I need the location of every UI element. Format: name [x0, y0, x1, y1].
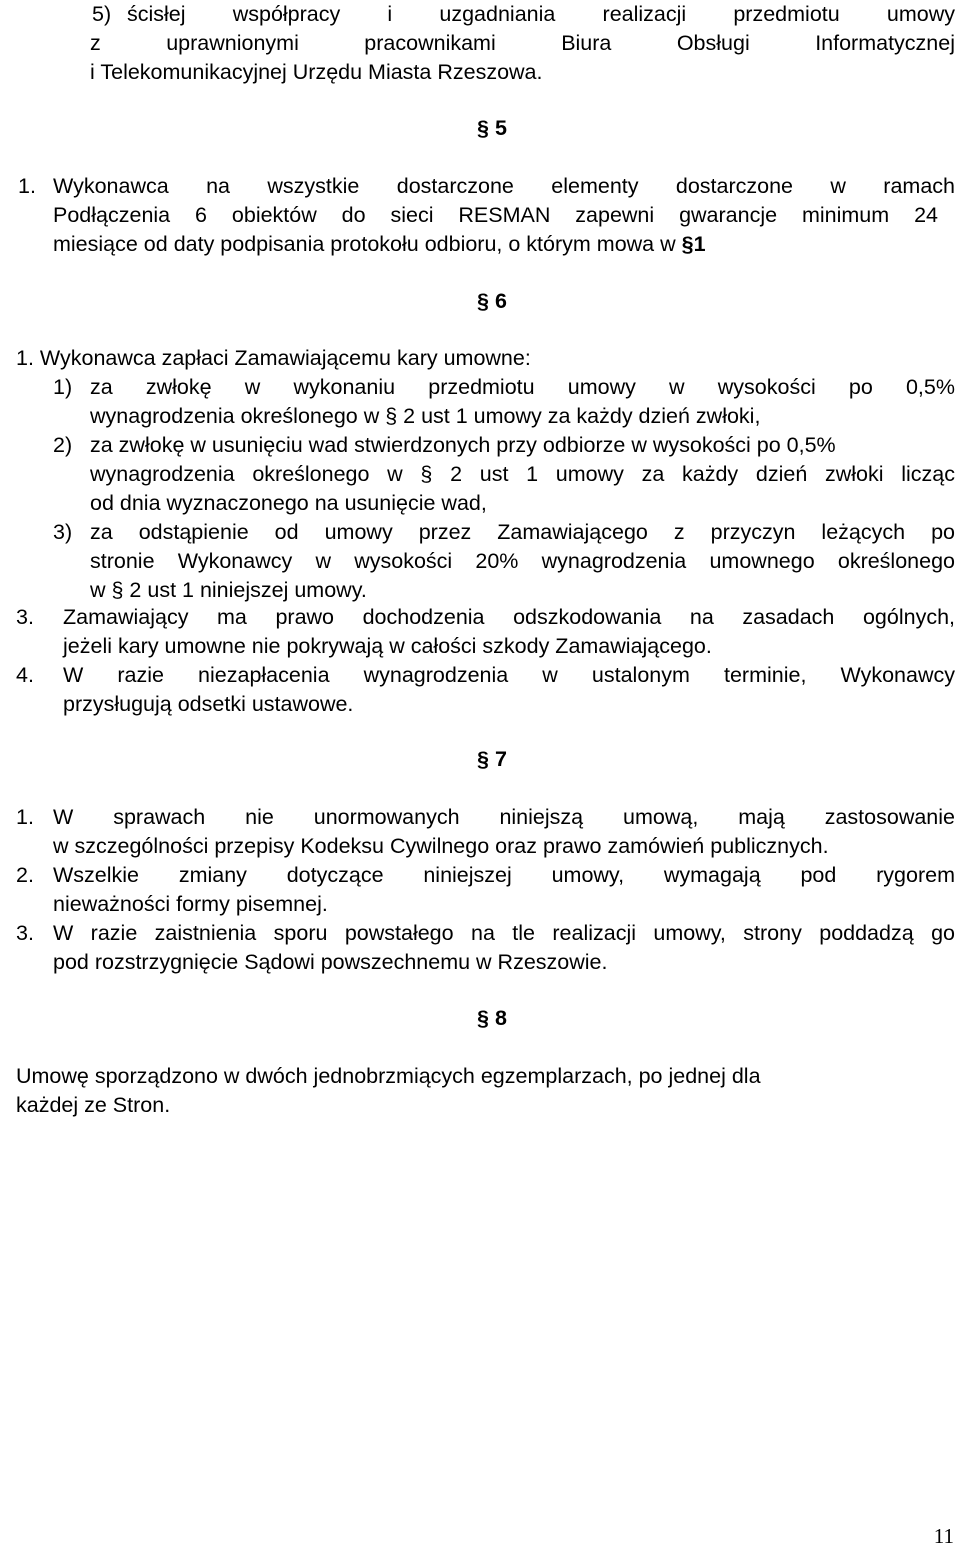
list-item-text: i Telekomunikacyjnej Urzędu Miasta Rzeszowa. — [90, 60, 543, 84]
paragraph-text: nieważności formy pisemnej. — [53, 892, 328, 916]
list-item-text: wynagrodzenia określonego w § 2 ust 1 umowy za każdy dzień zwłoki licząc — [90, 462, 955, 486]
list-item-text: od dnia wyznaczonego na usunięcie wad, — [90, 491, 487, 515]
page-number: 11 — [933, 1524, 954, 1548]
list-number: 1) — [53, 375, 73, 399]
paragraph-text: Wykonawca na wszystkie dostarczone elementy dostarczone w ramach — [53, 174, 955, 198]
paragraph-text: Umowę sporządzono w dwóch jednobrzmiących egzemplarzach, po jednej dla — [16, 1064, 761, 1088]
paragraph-text: każdej ze Stron. — [16, 1093, 171, 1117]
list-number: 2) — [53, 433, 73, 457]
list-item-text: za zwłokę w usunięciu wad stwierdzonych przy odbiorze w wysokości po 0,5% — [90, 433, 836, 457]
paragraph-text: Wszelkie zmiany dotyczące niniejszej umowy, wymagają pod rygorem — [53, 863, 955, 887]
list-item-text: za odstąpienie od umowy przez Zamawiającego z przyczyn leżących po — [90, 520, 955, 544]
paragraph-text — [53, 230, 706, 259]
paragraph-number: 4. — [16, 663, 34, 687]
list-item-text: wynagrodzenia określonego w § 2 ust 1 umowy za każdy dzień zwłoki, — [90, 404, 761, 428]
paragraph-text: pod rozstrzygnięcie Sądowi powszechnemu w Rzeszowie. — [53, 950, 608, 974]
paragraph-text: W razie zaistnienia sporu powstałego na tle realizacji umowy, strony poddadzą go — [53, 921, 955, 945]
list-item-text: z uprawnionymi pracownikami Biura Obsługi Informatycznej — [90, 31, 955, 55]
list-item-text: w § 2 ust 1 niniejszej umowy. — [90, 578, 367, 602]
paragraph-text: W razie niezapłacenia wynagrodzenia w ustalonym terminie, Wykonawcy — [63, 663, 955, 687]
paragraph-number: 1. — [18, 174, 36, 198]
section-heading-8: § 8 — [477, 1006, 507, 1030]
section-reference: §1 — [681, 232, 706, 256]
paragraph-number: 2. — [16, 863, 34, 887]
paragraph-text: Zamawiający ma prawo dochodzenia odszkodowania na zasadach ogólnych, — [63, 605, 955, 629]
list-number: 5) — [92, 2, 112, 26]
paragraph-text: Podłączenia 6 obiektów do sieci RESMAN zapewni gwarancje minimum 24 — [53, 203, 938, 227]
section-heading-7: § 7 — [477, 747, 507, 771]
list-item-text: za zwłokę w wykonaniu przedmiotu umowy w wysokości po 0,5% — [90, 375, 955, 399]
list-item-text: ścisłej współpracy i uzgadniania realizacji przedmiotu umowy — [127, 2, 955, 26]
section-heading-6: § 6 — [477, 289, 507, 313]
paragraph-text: jeżeli kary umowne nie pokrywają w całości szkody Zamawiającego. — [63, 634, 712, 658]
paragraph-text: przysługują odsetki ustawowe. — [63, 692, 354, 716]
paragraph-text: 1. Wykonawca zapłaci Zamawiającemu kary umowne: — [16, 346, 531, 370]
list-number: 3) — [53, 520, 73, 544]
paragraph-number: 1. — [16, 805, 34, 829]
section-heading-5: § 5 — [477, 116, 507, 140]
paragraph-text-line: miesiące od daty podpisania protokołu odbioru, o którym mowa w — [53, 232, 676, 256]
paragraph-text: w szczególności przepisy Kodeksu Cywilnego oraz prawo zamówień publicznych. — [53, 834, 829, 858]
paragraph-number: 3. — [16, 605, 34, 629]
list-item-text: stronie Wykonawcy w wysokości 20% wynagrodzenia umownego określonego — [90, 549, 955, 573]
paragraph-text: W sprawach nie unormowanych niniejszą umową, mają zastosowanie — [53, 805, 955, 829]
paragraph-number: 3. — [16, 921, 34, 945]
